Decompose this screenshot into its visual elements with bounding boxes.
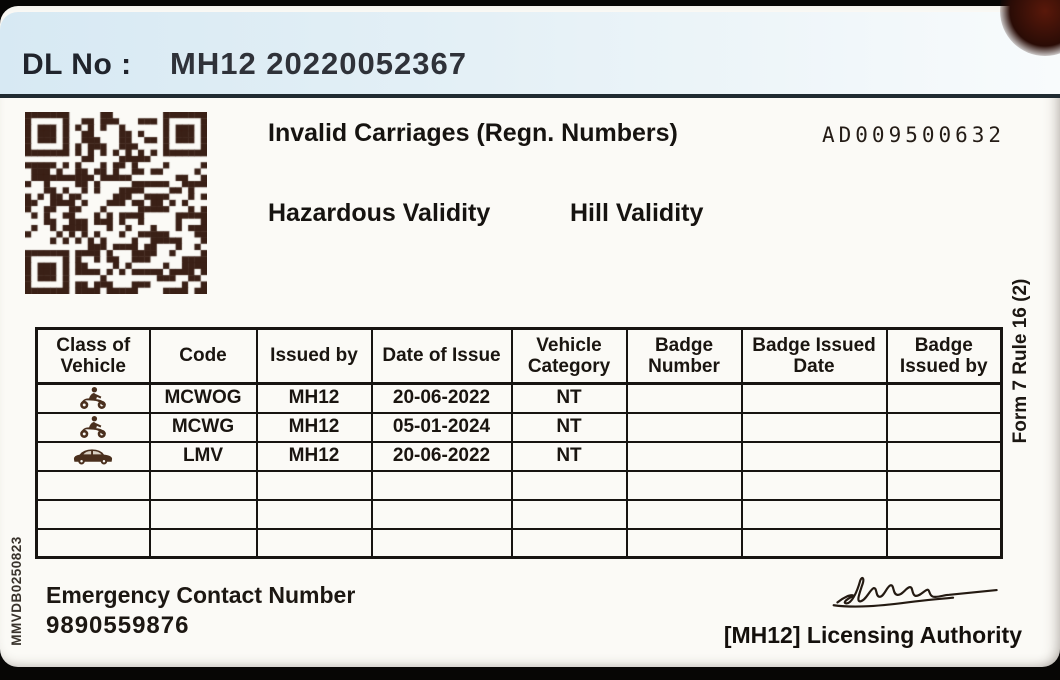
motorcycle-icon <box>78 386 108 410</box>
cell-vehicle-category: NT <box>512 413 627 442</box>
emergency-contact-number: 9890559876 <box>46 612 190 639</box>
cell-badge-issued-date <box>742 442 887 471</box>
emergency-contact-label: Emergency Contact Number <box>46 582 356 608</box>
col-header-date-of-issue: Date of Issue <box>372 329 512 384</box>
cell-badge-issued-date <box>742 384 887 413</box>
cell-badge-issued-date <box>742 413 887 442</box>
cell-vehicle-class <box>37 413 150 442</box>
col-header-class-of-vehicle: Class of Vehicle <box>37 329 150 384</box>
card-batch-code-vertical: MMVDB0250823 <box>9 536 24 646</box>
vehicle-class-table <box>35 327 1003 559</box>
table-empty-row <box>37 471 1002 500</box>
col-header-vehicle-category: Vehicle Category <box>512 329 627 384</box>
card-serial-number: AD009500632 <box>822 123 1006 147</box>
col-header-badge-number: Badge Number <box>627 329 742 384</box>
cell-code: LMV <box>150 442 257 471</box>
cell-badge-number <box>627 384 742 413</box>
dl-number-label: DL No : <box>22 48 132 81</box>
cell-vehicle-class <box>37 384 150 413</box>
car-icon <box>72 446 114 466</box>
dl-number-bar <box>0 12 1060 98</box>
col-header-badge-issued-date: Badge Issued Date <box>742 329 887 384</box>
driving-licence-card-back <box>0 6 1060 667</box>
motorcycle-icon <box>78 415 108 439</box>
cell-issued-by: MH12 <box>257 413 372 442</box>
qr-code-icon <box>25 112 207 294</box>
table-empty-row <box>37 529 1002 558</box>
table-empty-row <box>37 500 1002 529</box>
cell-badge-issued-by <box>887 413 1002 442</box>
table-row <box>37 384 1002 413</box>
cell-badge-issued-by <box>887 384 1002 413</box>
signature-scribble-icon <box>828 569 1008 614</box>
col-header-issued-by: Issued by <box>257 329 372 384</box>
cell-date-of-issue: 20-06-2022 <box>372 384 512 413</box>
col-header-badge-issued-by: Badge Issued by <box>887 329 1002 384</box>
cell-date-of-issue: 20-06-2022 <box>372 442 512 471</box>
cell-vehicle-category: NT <box>512 384 627 413</box>
invalid-carriages-label: Invalid Carriages (Regn. Numbers) <box>268 119 678 147</box>
hazardous-validity-label: Hazardous Validity <box>268 199 491 227</box>
cell-date-of-issue: 05-01-2024 <box>372 413 512 442</box>
col-header-code: Code <box>150 329 257 384</box>
cell-badge-number <box>627 413 742 442</box>
dl-number-value: MH12 20220052367 <box>170 46 467 81</box>
cell-code: MCWOG <box>150 384 257 413</box>
table-header-row <box>37 329 1002 384</box>
cell-issued-by: MH12 <box>257 384 372 413</box>
cell-badge-issued-by <box>887 442 1002 471</box>
table-row <box>37 442 1002 471</box>
cell-vehicle-class <box>37 442 150 471</box>
cell-vehicle-category: NT <box>512 442 627 471</box>
form-rule-reference-vertical: Form 7 Rule 16 (2) <box>1010 278 1031 444</box>
table-row <box>37 413 1002 442</box>
cell-code: MCWG <box>150 413 257 442</box>
licensing-authority-label: [MH12] Licensing Authority <box>723 622 1022 648</box>
cell-badge-number <box>627 442 742 471</box>
hill-validity-label: Hill Validity <box>570 199 704 227</box>
cell-issued-by: MH12 <box>257 442 372 471</box>
